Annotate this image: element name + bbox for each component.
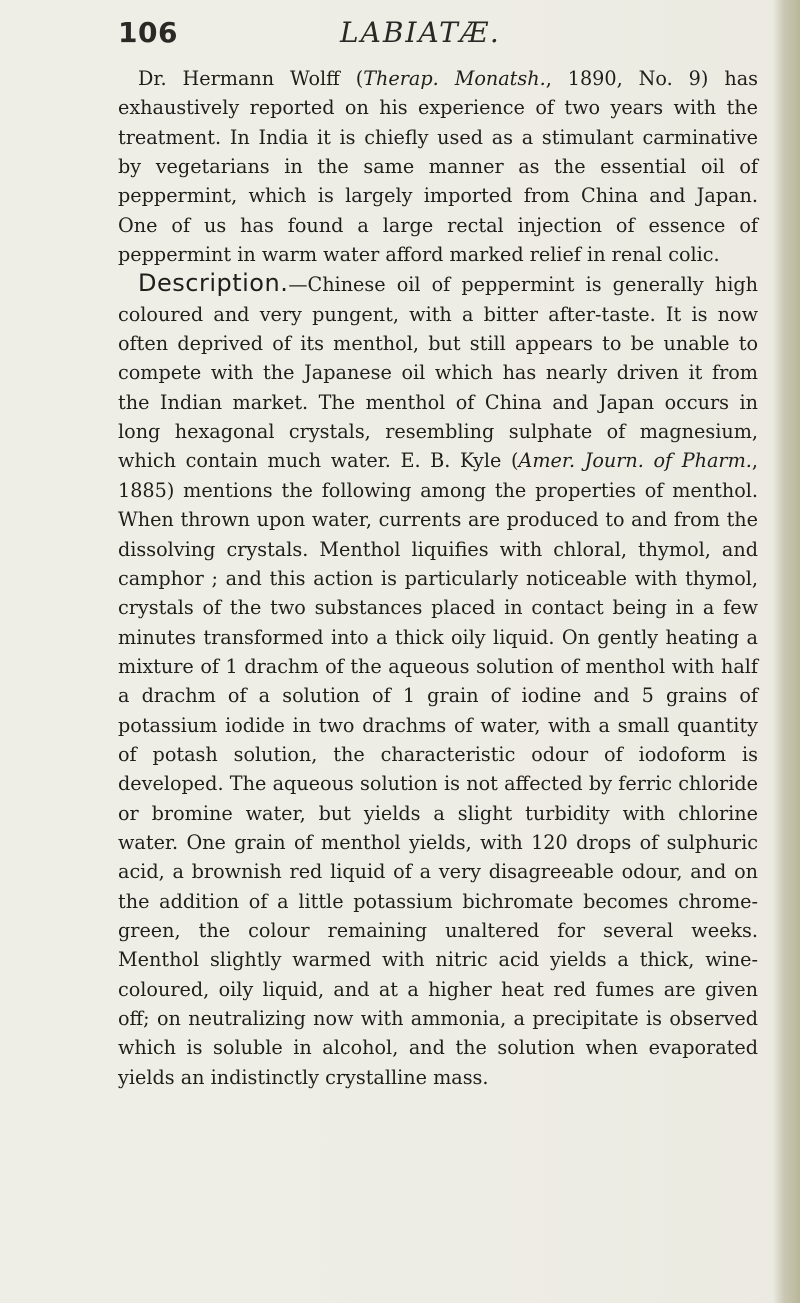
body-text [118, 64, 758, 1092]
paragraph-description [118, 269, 758, 1092]
journal-citation: Amer. Journ. of Pharm. [518, 449, 752, 473]
paragraph-text: , 1885) mentions the following among the properties of menthol. When thrown upon water, currents are produced to and from the dissolving crystals. Menthol liquifies with chloral, thymol, and camphor ; and this action is particularly noticeable with thymol, crystals of the two substances placed in contact being in a few minutes transformed into a thick oily liquid. On gently heating a mixture of 1 drachm of the aqueous solution of menthol with half a drachm of a solution of 1 grain of iodine and 5 grains of potassium iodide in two drachms of water, with a small quantity of potash solution, the characteristic odour of iodoform is developed. The aqueous solution is not affected by ferric chloride or bromine water, but yields a slight turbidity with chlorine water. One grain of menthol yields, with 120 drops of sulphuric acid, a brownish red liquid of a very disagreeable odour, and on the addition of a little potassium bichromate becomes chrome-green, the colour remaining unaltered for several weeks. Menthol slightly warmed with nitric acid yields a thick, wine-coloured, oily liquid, and at a higher heat red fumes are given off; on neutralizing now with ammonia, a precipitate is observed which is soluble in alcohol, and the solution when evaporated yields an indistinctly crystalline mass. [118, 449, 758, 1089]
paragraph-text: Dr. Hermann Wolff ( [138, 67, 364, 90]
page-number: 106 [118, 16, 178, 49]
journal-citation: Therap. Monatsh. [363, 67, 546, 90]
running-head: LABIATÆ. [340, 16, 501, 49]
page-header [118, 16, 578, 56]
paragraph-text: —Chinese oil of peppermint is generally high coloured and very pungent, with a bitter after-taste. It is now often deprived of its menthol, but still appears to be unable to compete with the Japanese oil which has nearly driven it from the Indian market. The menthol of China and Japan occurs in long hexagonal crystals, resembling sulphate of magnesium, which contain much water. E. B. Kyle ( [118, 273, 758, 473]
page-edge-shadow [774, 0, 800, 1303]
paragraph-text: , 1890, No. 9) has exhaustively reported on his experience of two years with the treatment. In India it is chiefly used as a stimulant carminative by vegetarians in the same manner as the essential oil of peppermint, which is largely imported from China and Japan. One of us has found a large rectal injection of essence of peppermint in warm water afford marked relief in renal colic. [118, 67, 758, 267]
section-heading: Description. [138, 269, 289, 298]
paragraph-treatment [118, 64, 758, 269]
